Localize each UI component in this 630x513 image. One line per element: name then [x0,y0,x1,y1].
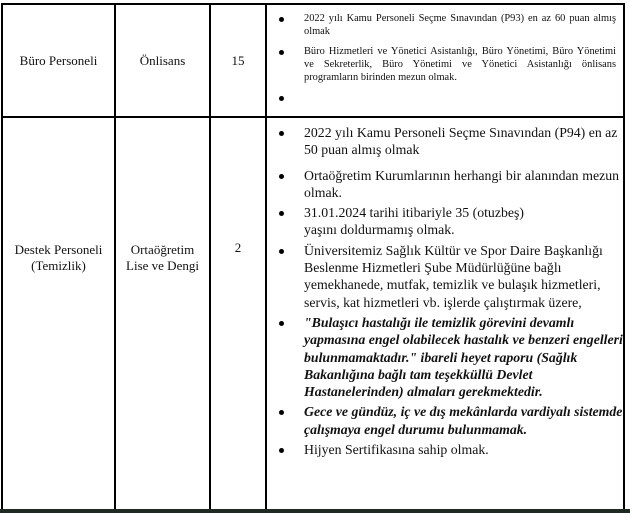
requirement-item: 2022 yılı Kamu Personeli Seçme Sınavından (P94) en az 50 puan almış olmak [267,124,619,159]
count-cell [211,5,265,116]
requirements-list [267,12,616,111]
requirements-list [267,124,623,461]
position-name-line1: Destek Personeli [14,242,103,257]
requirement-item: 2022 yılı Kamu Personeli Seçme Sınavından (P93) en az 60 puan almış olmak [267,12,616,38]
education-cell [116,5,209,116]
requirement-item: Hijyen Sertifikasına sahip olmak. [267,441,619,458]
count-cell [211,118,265,378]
window-bottom-bar [0,509,630,513]
education-line2: Lise ve Dengi [126,258,199,273]
requirement-item-empty [267,91,616,104]
requirement-item: Büro Hizmetleri ve Yönetici Asistanlığı, Büro Yönetimi, Büro Yönetimi ve Sekreterlik, Büro Yönetimi ve Yönetici Asistanlığı önlisans programların birinden mezun olmak. [267,45,616,84]
position-count: 15 [231,52,245,68]
position-name [15,242,103,274]
education-line1: Ortaöğretim [130,242,195,257]
position-name-line2: (Temizlik) [31,258,86,273]
requirement-item: Ortaöğretim Kurumlarının herhangi bir alanından mezun olmak. [267,167,619,202]
education-cell [116,118,209,398]
requirement-item: Üniversitemiz Sağlık Kültür ve Spor Daire Başkanlığı Beslenme Hizmetleri Şube Müdürlüğüne bağlı yemekhanede, mutfak, temizlik ve bulaşık hizmetleri, servis, kat hizmetleri vb. işlerde çalıştırmak üzere, [267,242,622,311]
education-level: Önlisans [139,52,186,68]
requirement-item: Gece ve gündüz, iç ve dış mekânlarda vardiyalı sistemde çalışmaya engel durumu bulunmamak. [267,403,624,438]
position-count: 2 [234,240,242,255]
position-cell [3,5,114,116]
requirement-item: "Bulaşıcı hastalığı ile temizlik görevini devamlı yapmasına engel olabilecek hastalık ve benzeri engelleri bulunmamaktadır." ibareli heyet raporu (Sağlık Bakanlığına bağlı tam teşekküllü Devlet Hastanelerinden) almaları gerekmektedir. [267,314,624,400]
requirement-item: 31.01.2024 tarihi itibariyle 35 (otuzbeş) yaşını doldurmamış olmak. [267,204,544,239]
education-level [126,242,199,274]
position-name: Büro Personeli [19,52,98,68]
position-cell [3,118,114,398]
